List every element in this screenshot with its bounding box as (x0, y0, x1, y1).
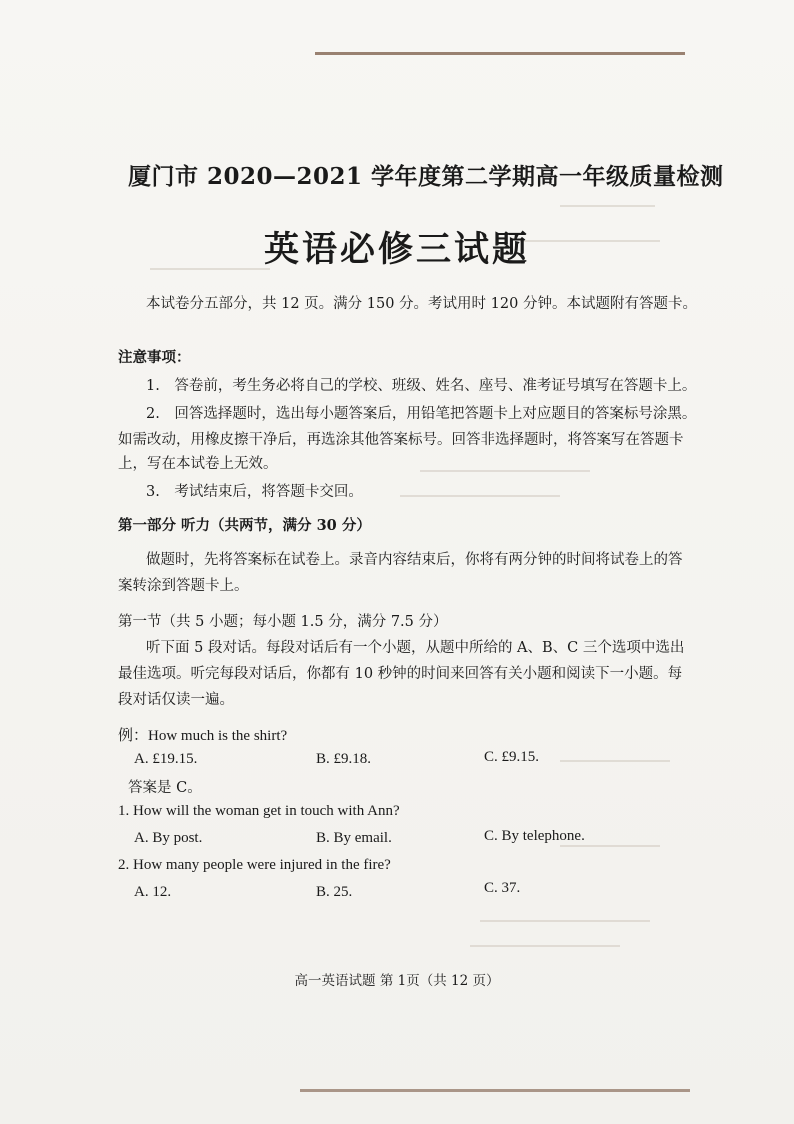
question-2-option-b: B. 25. (316, 884, 353, 900)
example-option-b: B. £9.18. (316, 751, 372, 767)
part1-instructions: 做题时，先将答案标在试卷上。录音内容结束后，你将有两分钟的时间将试卷上的答 (146, 552, 683, 568)
part1-heading: 第一部分 听力（共两节，满分 30 分） (118, 517, 371, 534)
scan-edge-top (315, 52, 685, 55)
notice-heading: 注意事项： (118, 349, 191, 366)
page-footer: 高一英语试题 第 1页（共 12 页） (294, 973, 500, 989)
bleed-through-mark (560, 205, 655, 207)
exam-title: 厦门市 2020—2021 学年度第二学期高一年级质量检测 (128, 163, 724, 190)
question-2-option-c: C. 37. (484, 880, 521, 896)
bleed-through-mark (560, 760, 670, 762)
section1-heading: 第一节（共 5 小题；每小题 1.5 分，满分 7.5 分） (118, 614, 448, 630)
question-1-option-b: B. By email. (316, 830, 392, 846)
notice-item-3: 3. 考试结束后，将答题卡交回。 (146, 484, 363, 500)
bleed-through-mark (560, 845, 660, 847)
bleed-through-mark (400, 495, 560, 497)
scan-edge-bottom (300, 1089, 690, 1092)
bleed-through-mark (470, 945, 620, 947)
example-option-c: C. £9.15. (484, 749, 540, 765)
notice-item-2-cont: 上，写在本试卷上无效。 (118, 456, 278, 472)
example-answer: 答案是 C。 (128, 780, 202, 796)
example-option-a: A. £19.15. (134, 751, 198, 767)
bleed-through-mark (420, 470, 590, 472)
notice-item-2: 2. 回答选择题时，选出每小题答案后，用铅笔把答题卡上对应题目的答案标号涂黑。 (146, 406, 697, 422)
part1-instructions-cont: 案转涂到答题卡上。 (118, 578, 249, 594)
notice-item-1: 1. 答卷前，考生务必将自己的学校、班级、姓名、座号、准考证号填写在答题卡上。 (146, 378, 697, 394)
section1-instructions-cont: 段对话仅读一遍。 (118, 692, 234, 708)
section1-instructions-cont: 最佳选项。听完每段对话后，你都有 10 秒钟的时间来回答有关小题和阅读下一小题。每 (118, 666, 683, 682)
section1-instructions: 听下面 5 段对话。每段对话后有一个小题，从题中所给的 A、B、C 三个选项中选出 (146, 640, 685, 656)
bleed-through-mark (480, 920, 650, 922)
question-1-option-a: A. By post. (134, 830, 203, 846)
question-2: 2. How many people were injured in the fire? (118, 857, 391, 873)
question-2-option-a: A. 12. (134, 884, 172, 900)
question-1-option-c: C. By telephone. (484, 828, 585, 844)
notice-item-2-cont: 如需改动，用橡皮擦干净后，再选涂其他答案标号。回答非选择题时，将答案写在答题卡 (118, 432, 684, 448)
example-question: 例：How much is the shirt? (118, 728, 288, 744)
exam-intro: 本试卷分五部分，共 12 页。满分 150 分。考试用时 120 分钟。本试题附有答题卡。 (146, 296, 697, 312)
question-1: 1. How will the woman get in touch with Ann? (118, 803, 400, 819)
exam-subtitle: 英语必修三试题 (263, 229, 530, 270)
